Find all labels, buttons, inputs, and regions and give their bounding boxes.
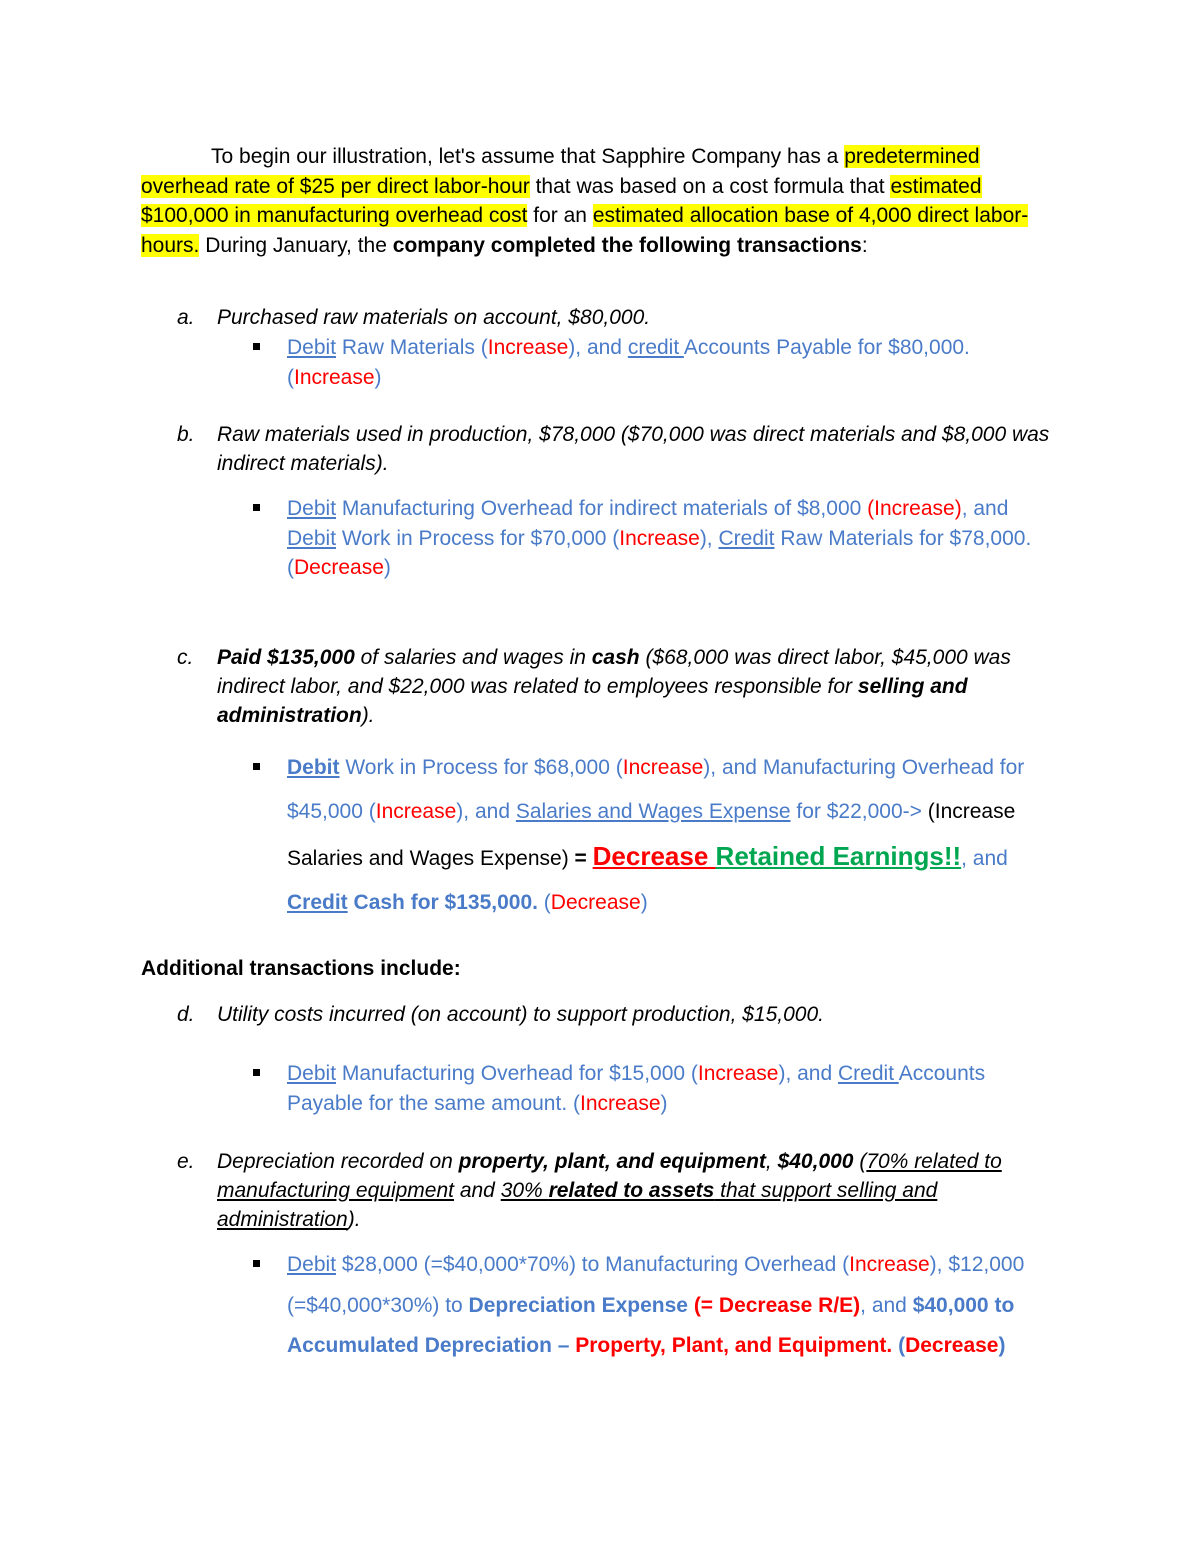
bullet-text: Manufacturing Overhead for indirect materials of $8,000	[336, 497, 868, 520]
item-underline-bold: related to assets	[548, 1179, 715, 1202]
bullet-text: ), and	[568, 336, 628, 359]
item-letter: c.	[177, 646, 194, 669]
bullet-text: (	[537, 891, 551, 914]
increase-label: Increase	[294, 365, 375, 389]
bullet-text: for $22,000->	[790, 800, 922, 823]
decrease-label: Decrease	[550, 891, 641, 914]
item-text: Raw materials used in production, $78,000 ($70,000 was direct materials and $8,000 was indirect materials).	[217, 423, 1050, 475]
debit-link[interactable]: Debit	[287, 1062, 337, 1085]
item-text: Utility costs incurred (on account) to support production, $15,000.	[217, 1003, 824, 1026]
bullet-text: ), and Manufacturing Overhead for $45,000 (	[287, 756, 1025, 823]
bullet-text: Raw Materials (	[336, 336, 488, 359]
bullet-text: )	[998, 1334, 1006, 1357]
bullet-text: $28,000 (=$40,000*70%) to Manufacturing Overhead (	[336, 1253, 850, 1276]
item-text: and	[453, 1179, 501, 1202]
additional-heading: Additional transactions include:	[141, 957, 461, 980]
item-bold: $40,000	[777, 1150, 854, 1173]
transaction-c	[141, 643, 1081, 730]
bullet-bold: Cash for $135,000.	[347, 891, 538, 914]
bullet-text: )	[374, 365, 382, 389]
bullet-text: Raw Materials for $78,000. (	[287, 526, 1032, 579]
bullet-text: , and	[860, 1293, 913, 1317]
bullet-b	[253, 494, 1053, 583]
credit-link[interactable]: Credit	[287, 891, 348, 914]
item-text: ($68,000 was direct labor, $45,000 was indirect labor, and $22,000 was related to employees responsible for	[217, 646, 1011, 698]
decrease-label: Decrease	[294, 556, 384, 579]
debit-link[interactable]: Debit	[287, 756, 340, 779]
retained-earnings-emphasis: Retained Earnings!!	[715, 841, 962, 871]
item-text: ,	[765, 1150, 778, 1173]
debit-link[interactable]: Debit	[287, 336, 337, 359]
bullet-text: ), and	[778, 1062, 839, 1085]
intro-text: for an	[527, 204, 593, 227]
item-text: ).	[347, 1208, 361, 1231]
highlight-base: estimated allocation base of 4,000 direct labor-hours.	[141, 204, 1029, 257]
item-letter: b.	[177, 423, 195, 446]
item-bold: cash	[591, 646, 640, 669]
highlight-cost: estimated $100,000 in manufacturing overhead cost	[141, 174, 982, 227]
debit-link[interactable]: Debit	[287, 526, 337, 550]
bullet-text: , and	[961, 497, 1009, 520]
increase-label: Increase	[619, 526, 700, 550]
increase-label: Increase	[849, 1253, 930, 1276]
credit-link[interactable]: Credit	[718, 526, 775, 550]
bullet-text: Work in Process for $70,000 (	[336, 526, 620, 550]
bullet-e	[253, 1245, 1053, 1367]
increase-label: Increase	[487, 336, 569, 359]
intro-bold: company completed the following transactions	[392, 233, 862, 257]
bullet-text: Manufacturing Overhead for $15,000 (	[336, 1062, 698, 1085]
debit-link[interactable]: Debit	[287, 497, 337, 520]
intro-text: To begin our illustration, let's assume that Sapphire Company has a	[211, 145, 839, 168]
item-letter: a.	[177, 306, 195, 329]
bullet-text: Work in Process for $68,000 (	[339, 756, 623, 779]
bullet-text: (	[892, 1334, 906, 1357]
credit-link[interactable]: Credit	[838, 1062, 899, 1085]
intro-text: that was based on a cost formula that	[529, 174, 891, 198]
decrease-label: Decrease	[905, 1334, 999, 1357]
item-bold: property, plant, and equipment	[458, 1150, 766, 1173]
bullet-icon	[253, 763, 260, 770]
bullet-icon	[253, 504, 260, 511]
debit-link[interactable]: Debit	[287, 1253, 337, 1276]
increase-label: Increase	[375, 800, 457, 823]
transaction-a	[141, 303, 1081, 332]
item-bold: selling and administration	[217, 675, 968, 727]
bullet-text: )	[660, 1091, 668, 1115]
bullet-text: ), and	[456, 800, 516, 823]
decrease-emphasis: Decrease	[592, 841, 716, 871]
bullet-text: ),	[699, 526, 719, 550]
item-text: ).	[361, 704, 375, 727]
decrease-re-label: (= Decrease R/E)	[693, 1293, 861, 1317]
item-text: Depreciation recorded on	[217, 1150, 459, 1173]
ppe-label: Property, Plant, and Equipment.	[569, 1334, 893, 1357]
equals-sign: =	[574, 847, 593, 870]
transaction-d	[141, 1000, 1081, 1029]
bullet-d	[253, 1059, 1053, 1118]
transaction-e	[141, 1147, 1081, 1234]
item-letter: d.	[177, 1003, 195, 1026]
increase-label: Increase	[622, 756, 704, 779]
bullet-text: , and	[961, 847, 1008, 870]
depreciation-expense: Depreciation Expense	[468, 1293, 688, 1317]
bullet-text: )	[383, 556, 391, 579]
bullet-a	[253, 333, 1053, 392]
item-letter: e.	[177, 1150, 195, 1173]
item-text: (	[853, 1150, 867, 1173]
highlight-rate: predetermined overhead rate of $25 per direct labor-hour	[141, 145, 980, 198]
item-text: Purchased raw materials on account, $80,000.	[217, 306, 651, 329]
transaction-b	[141, 420, 1081, 478]
item-underline: that support selling and administration	[217, 1179, 938, 1231]
credit-link[interactable]: credit	[627, 336, 684, 359]
bullet-c	[253, 746, 1053, 925]
bullet-text: ), $12,000 (=$40,000*30%) to	[287, 1253, 1025, 1317]
increase-label: Increase	[580, 1091, 661, 1115]
bullet-icon	[253, 343, 260, 350]
bullet-icon	[253, 1260, 260, 1267]
bullet-text: )	[640, 891, 648, 914]
increase-label: Increase	[697, 1062, 779, 1085]
item-text: of salaries and wages in	[354, 646, 592, 669]
intro-text: :	[861, 233, 868, 257]
intro-text: During January, the	[199, 233, 393, 257]
increase-label: (Increase)	[867, 497, 962, 520]
bullet-text: Accounts Payable for the same amount. (	[287, 1062, 986, 1115]
accumulated-depreciation: $40,000 to Accumulated Depreciation –	[287, 1293, 1015, 1357]
salaries-expense-link[interactable]: Salaries and Wages Expense	[515, 800, 791, 823]
intro-paragraph	[141, 142, 1061, 260]
item-bold: Paid $135,000	[217, 646, 355, 669]
item-underline: 70% related to manufacturing equipment	[217, 1150, 1002, 1202]
bullet-text: (Increase Salaries and Wages Expense)	[287, 800, 1016, 870]
bullet-text: Accounts Payable for $80,000. (	[287, 336, 970, 389]
bullet-icon	[253, 1069, 260, 1076]
item-underline: 30%	[500, 1179, 549, 1202]
